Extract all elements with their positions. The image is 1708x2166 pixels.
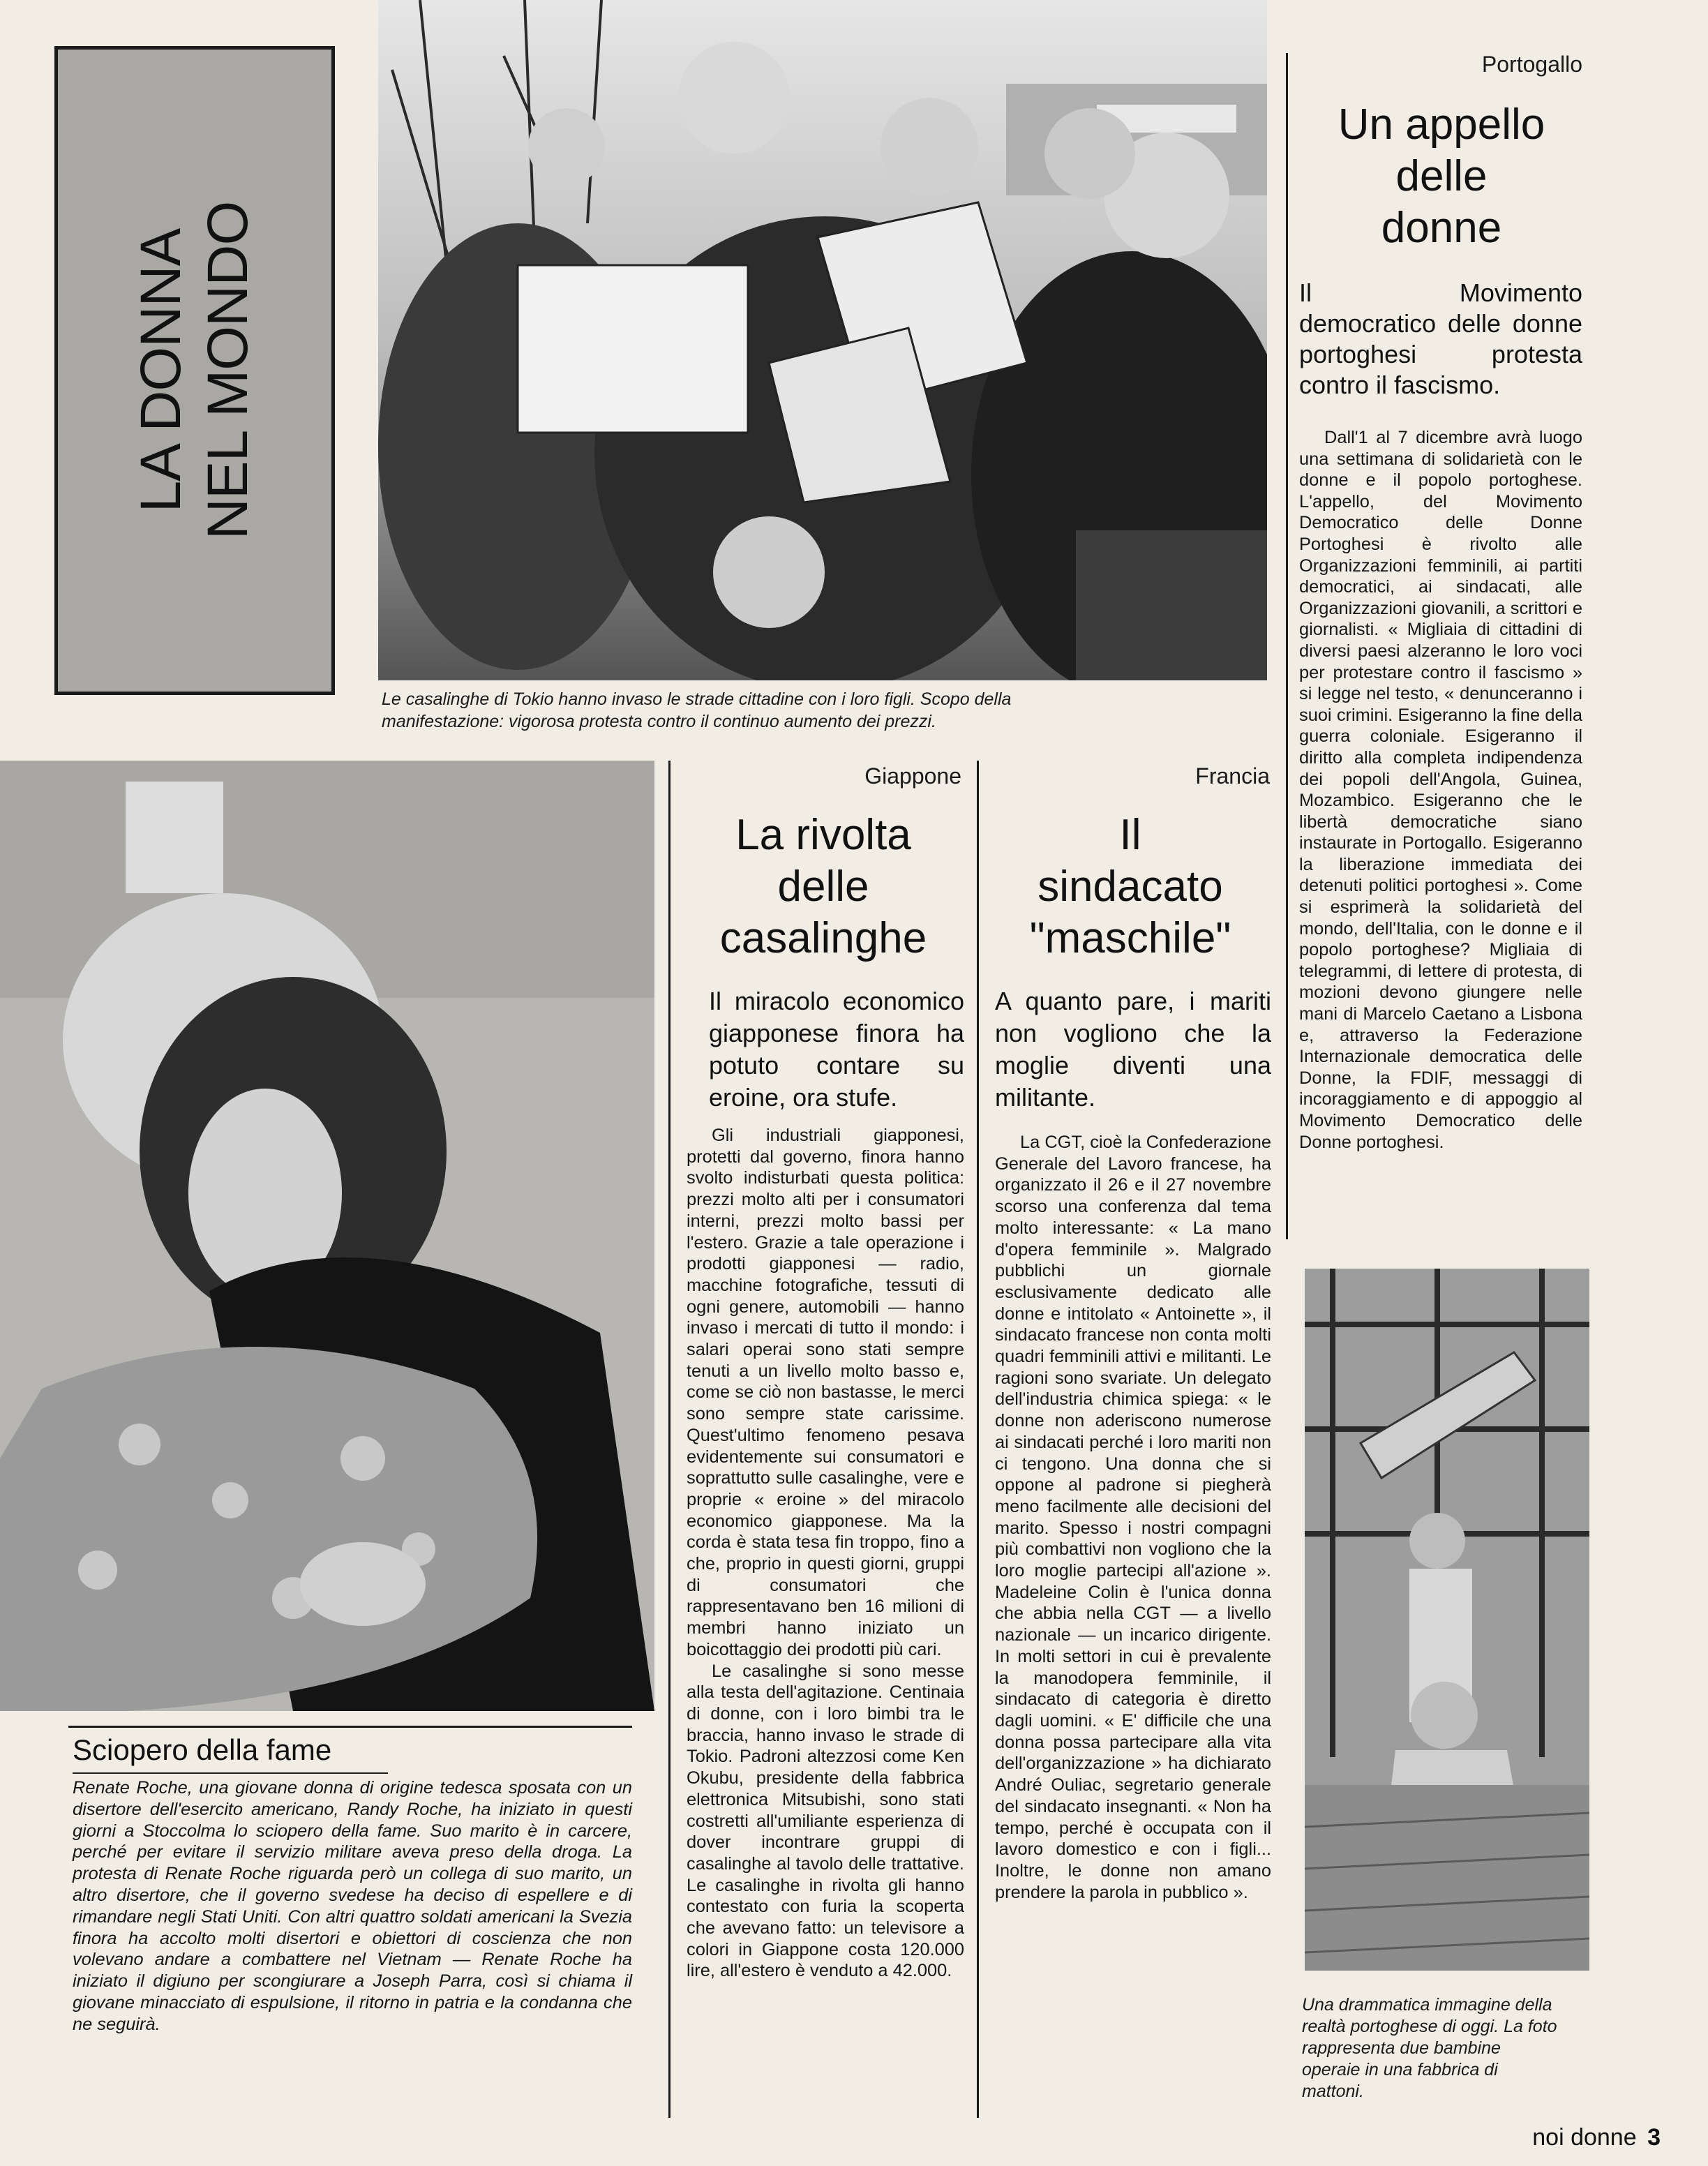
portogallo-headline — [1299, 99, 1584, 254]
magazine-name: noi donne — [1532, 2124, 1637, 2151]
page-footer — [1430, 2124, 1661, 2151]
top-photo-caption: Le casalinghe di Tokio hanno invaso le strade cittadine con i loro figli. Scopo della manifestazione: vigorosa protesta contro il continuo aumento dei prezzi. — [382, 689, 1012, 731]
francia-country-label: Francia — [1195, 763, 1270, 789]
francia-body — [995, 1132, 1271, 1903]
page-number: 3 — [1647, 2124, 1661, 2151]
giappone-headline-line2: delle — [777, 862, 869, 911]
giappone-headline-line3: casalinghe — [719, 914, 927, 962]
column-rule — [668, 761, 671, 2118]
sciopero-body: Renate Roche, una giovane donna di origine tedesca sposata con un disertore dell'esercito americano, Randy Roche, ha iniziato in questi giorni a Stoccolma lo sciopero della fame. Suo marito è in carcere, perché per evitare il servizio militare aveva preso della droga. La protesta di Renate Roche riguarda però un collega di suo marito, un altro disertore, che il governo svedese ha deciso di espellere e di rimandare negli Stati Uniti. Con altri quattro soldati americani la Svezia finora ha accolto molti disertori e obiettori di coscienza che non volevano andare a combattere nel Vietnam — Renate Roche ha iniziato il digiuno per scongiurare a Joseph Parra, così si chiama il giovane minacciato di espulsione, il ritorno in patria e la condanna che ne seguirà. — [73, 1778, 632, 2034]
factory-photo-caption: Una drammatica immagine della realtà portoghese di oggi. La foto rappresenta due bambine operaie in una fabbrica di mattoni. — [1302, 1995, 1557, 2101]
portogallo-body — [1299, 427, 1582, 1153]
giappone-body-p1: Gli industriali giapponesi, protetti dal governo, finora hanno svolto indisturbati questa politica: prezzi molto alti per i consumatori interni, prezzi molto bassi per l'estero. Grazie a tale operazione i prodotti giapponesi — radio, macchine fotografiche, tessuti di ogni genere, automobili — hanno invaso i mercati di tutto il mondo: i salari operai sono stati sempre tenuti a un livello molto basso e, come se ciò non bastasse, le merci sono sempre state carissime. Quest'ultimo fenomeno pesava evidentemente sui consumatori e soprattutto sulle casalinghe, vere e proprie « eroine » del miracolo economico giapponese. Ma la corda è stata tesa fin troppo, fino a che, proprio in questi giorni, gruppi di consumatori che rappresentavano ben 16 milioni di membri hanno iniziato un boicottaggio dei prodotti più cari. — [687, 1126, 964, 1659]
column-rule — [977, 761, 979, 2118]
giappone-body — [687, 1125, 964, 1982]
column-rule — [1286, 53, 1288, 1239]
sciopero-top-rule — [68, 1726, 632, 1728]
portogallo-deck: Il Movimento democratico delle donne portoghesi protesta contro il fascismo. — [1299, 278, 1582, 399]
francia-headline-line1: Il — [1119, 811, 1141, 859]
sciopero-headline: Sciopero della fame — [73, 1733, 332, 1766]
section-title-line2: NEL MONDO — [196, 201, 260, 540]
tokyo-protest-photo — [378, 0, 1267, 680]
brick-factory-photo — [1305, 1269, 1589, 1971]
giappone-headline — [684, 809, 963, 964]
section-banner — [54, 46, 335, 695]
portogallo-headline-line3: donne — [1381, 204, 1502, 252]
sciopero-headline-rule — [73, 1772, 388, 1774]
giappone-headline-line1: La rivolta — [735, 811, 911, 859]
section-title-line1: LA DONNA — [129, 228, 193, 513]
francia-headline-line3: "maschile" — [1029, 914, 1231, 962]
hunger-strike-photo — [0, 761, 654, 1711]
section-title — [128, 84, 262, 657]
portogallo-headline-line2: delle — [1395, 152, 1488, 200]
giappone-deck: Il miracolo economico giapponese finora ha potuto contare su eroine, ora stufe. — [709, 987, 964, 1112]
francia-deck: A quanto pare, i mariti non vogliono che la moglie diventi una militante. — [995, 987, 1271, 1112]
portogallo-body-text: Dall'1 al 7 dicembre avrà luogo una settimana di solidarietà con le donne e il popolo portoghese. L'appello, del Movimento Democratico delle Donne Portoghesi è rivolto alle Organizzazioni femminili, ai partiti democratici, ai sindacati, alle Organizzazioni giovanili, a scrittori e giornalisti. « Migliaia di cittadini di diversi paesi alzeranno le loro voci per protestare contro il fascismo » si legge nel testo, « denunceranno i suoi crimini. Esigeranno la fine della guerra coloniale. Esigeranno il diritto alla completa indipendenza dei popoli dell'Angola, Guinea, Mozambico. Esigeranno che le libertà democratiche siano instaurate in Portogallo. Esigeranno la liberazione immediata dei detenuti politici portoghesi ». Come si esprimerà la solidarietà del mondo, dell'Italia, con le donne e il popolo portoghese? Migliaia di telegrammi, di lettere di protesta, di mozioni devono giungere nelle mani di Marcelo Caetano a Lisbona e, attraverso la Federazione Internazionale democratica delle Donne, la FDIF, messaggi di incoraggiamento e di appoggio al Movimento Democratico delle Donne portoghesi. — [1299, 428, 1582, 1152]
francia-headline-line2: sindacato — [1037, 862, 1223, 911]
giappone-body-p2: Le casalinghe si sono messe alla testa dell'agitazione. Centinaia di donne, con i loro bimbi tra le braccia, hanno invaso le strade di Tokio. Padroni altezzosi come Ken Okubu, presidente della fabbrica elettronica Mitsubishi, sono stati costretti all'umiliante esperienza di dover incontrare gruppi di casalinghe al tavolo delle trattative. Le casalinghe in rivolta gli hanno contestato con furia la scoperta che avevano fatto: un televisore a colori in Giappone costa 120.000 lire, all'estero è venduto a 42.000. — [687, 1661, 964, 1981]
portogallo-headline-line1: Un appello — [1338, 100, 1545, 149]
francia-body-text: La CGT, cioè la Confederazione Generale del Lavoro francese, ha organizzato il 26 e il 27 novembre scorso una conferenza dal tema molto interessante: « La mano d'opera femminile ». Malgrado pubblichi un giornale esclusivamente dedicato alle donne e intitolato « Antoinette », il sindacato francese non conta molti quadri femminili attivi e militanti. Le ragioni sono svariate. Un delegato dell'industria chimica spiega: « le donne non aderiscono numerose ai sindacati perché i loro mariti non ci tengono. Una donna che si oppone al padrone si piegherà meno facilmente alle decisioni del marito. Spesso i nostri compagni più combattivi non vogliono che la loro moglie partecipi all'azione ». Madeleine Colin è l'unica donna che abbia nella CGT — a livello nazionale — un incarico dirigente. In molti settori in cui è prevalente la manodopera femminile, il sindacato di categoria è diretto dagli uomini. « E' difficile che una donna possa partecipare alla vita dell'organizzazione » ha dichiarato André Ouliac, segretario generale del sindacato insegnanti. « Non ha tempo, perché è occupata con il lavoro domestico e con i figli... Inoltre, le donne non amano prendere la parola in pubblico ». — [995, 1133, 1271, 1902]
francia-headline — [989, 809, 1271, 964]
giappone-country-label: Giappone — [864, 763, 961, 789]
portogallo-country-label: Portogallo — [1481, 52, 1582, 77]
